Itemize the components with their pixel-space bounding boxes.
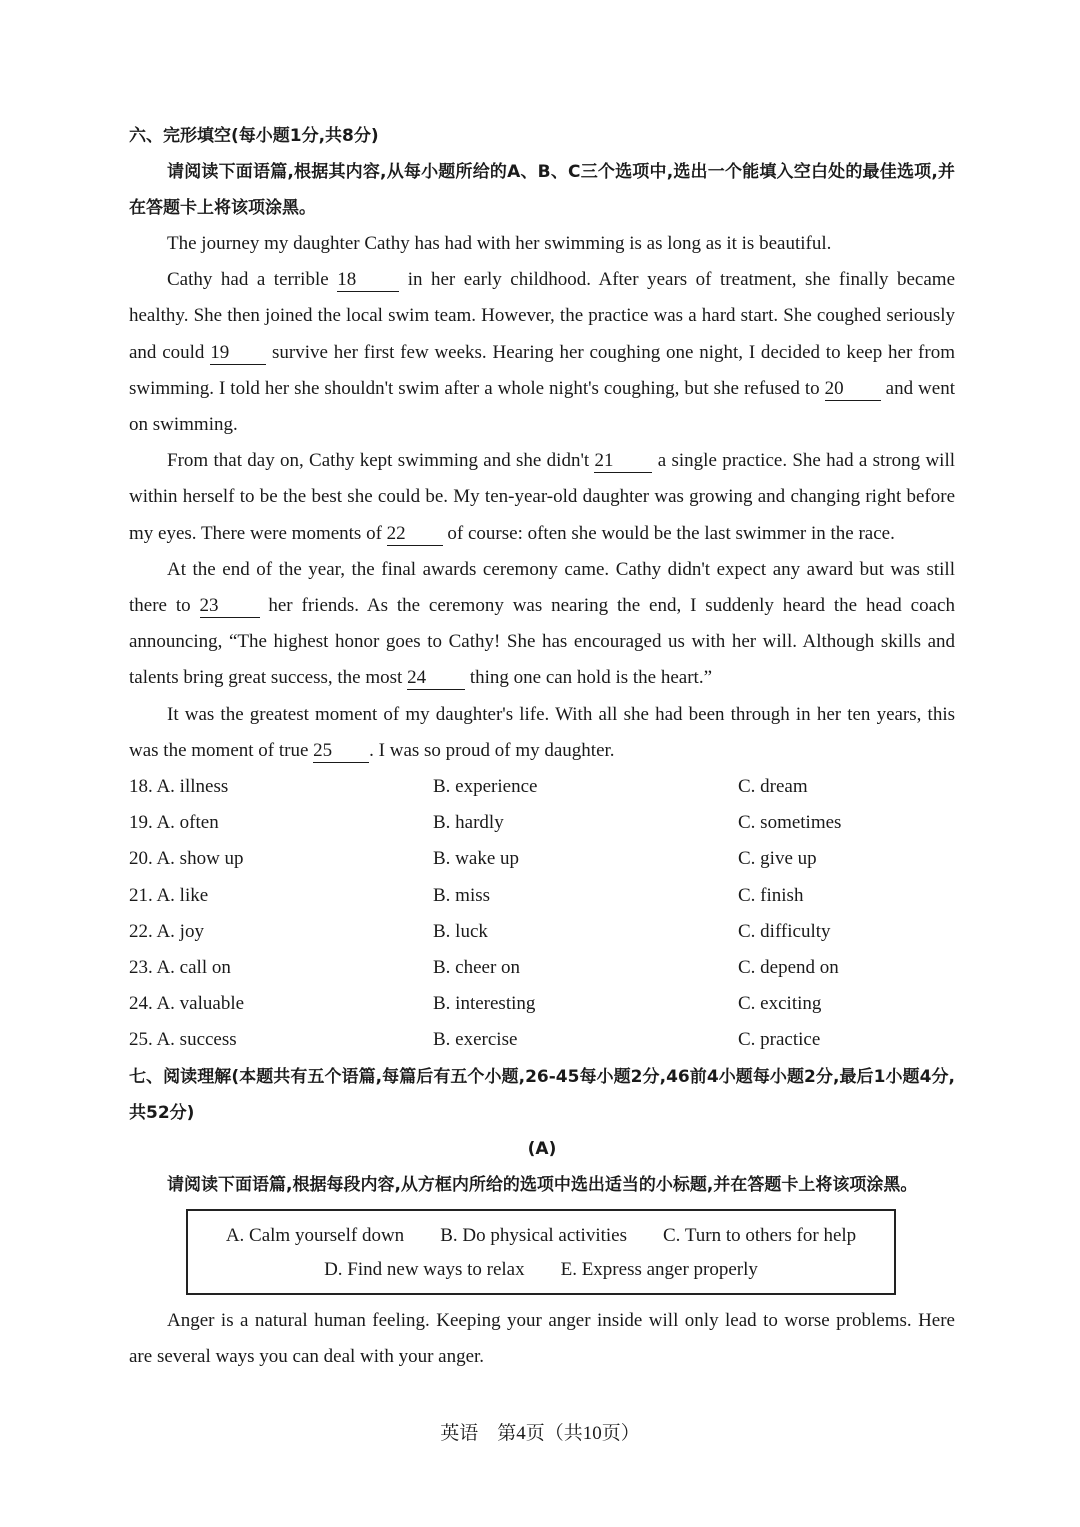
section6-instruction: 请阅读下面语篇,根据其内容,从每小题所给的A、B、C三个选项中,选出一个能填入空白处的最佳选项,并在答题卡上将该项涂黑。	[129, 162, 955, 218]
option-row	[129, 878, 955, 914]
blank-25: 25	[313, 740, 369, 763]
option-b: B. wake up	[433, 848, 520, 870]
option-row	[129, 841, 955, 877]
paragraph-text: her friends. As the ceremony was nearing the end, I suddenly heard the head coach announcing, “The highest honor goes to Cathy! She has encouraged us with her will. Although skills and talents bring great success, the most	[129, 595, 955, 689]
page-footer: 英语 第4页（共10页）	[440, 1423, 640, 1444]
options-list	[129, 769, 955, 1059]
passage-paragraph-2	[129, 262, 955, 443]
option-b: B. hardly	[433, 812, 504, 834]
blank-24: 24	[407, 667, 465, 690]
section7-title: 七、阅读理解(本题共有五个语篇,每篇后有五个小题,26-45每小题2分,46前4小题每小题2分,最后1小题4分,共52分)	[129, 1066, 955, 1123]
paragraph-text: Cathy had a terrible	[167, 269, 338, 291]
option-c: C. depend on	[738, 956, 839, 978]
option-row	[129, 769, 955, 805]
paragraph-text: From that day on, Cathy kept swimming and she didn't	[167, 450, 595, 472]
blank-20: 20	[825, 378, 881, 401]
blank-18: 18	[337, 269, 399, 292]
paragraph-text: a single practice. She had a strong will within herself to be the best she could be. My ten-year-old daughter was growing and changing right before my eyes. There were moments of	[129, 450, 956, 544]
option-c: C. difficulty	[738, 920, 831, 942]
option-a: 18. A. illness	[129, 776, 229, 798]
part-label: (A)	[527, 1138, 557, 1159]
section6-title: 六、完形填空(每小题1分,共8分)	[129, 126, 379, 146]
option-b: B. cheer on	[433, 956, 521, 978]
option-c: C. give up	[738, 848, 817, 870]
option-b: B. luck	[433, 920, 488, 942]
option-row	[129, 914, 955, 950]
option-b: B. interesting	[433, 993, 536, 1015]
paragraph-text: of course: often she would be the last swimmer in the race.	[442, 522, 895, 544]
option-b: B. exercise	[433, 1029, 518, 1051]
blank-21: 21	[594, 450, 652, 473]
option-c: C. exciting	[738, 993, 822, 1015]
option-c: C. dream	[738, 776, 808, 798]
paragraph-text: thing one can hold is the heart.”	[465, 667, 713, 689]
heading-option-e: E. Express anger properly	[560, 1258, 758, 1280]
option-c: C. finish	[738, 884, 804, 906]
option-a: 23. A. call on	[129, 956, 231, 978]
option-b: B. miss	[433, 884, 491, 906]
exam-page	[129, 118, 955, 1375]
option-a: 21. A. like	[129, 884, 209, 906]
passage-paragraph-3	[129, 443, 955, 552]
option-row	[129, 986, 955, 1022]
blank-23: 23	[200, 595, 260, 618]
option-a: 25. A. success	[129, 1029, 237, 1051]
option-a: 22. A. joy	[129, 920, 204, 942]
heading-option-c: C. Turn to others for help	[663, 1224, 857, 1246]
box-row-2	[188, 1253, 894, 1287]
box-row-1	[188, 1219, 894, 1253]
paragraph-text: survive her first few weeks. Hearing her coughing one night, I decided to keep her from swimming. I told her she shouldn't swim after a whole night's coughing, but she refused to	[129, 341, 955, 399]
passage-paragraph-5	[129, 697, 955, 769]
paragraph-text: . I was so proud of my daughter.	[369, 739, 615, 761]
heading-options-box	[186, 1209, 896, 1295]
reading-intro: Anger is a natural human feeling. Keeping your anger inside will only lead to worse problems. Here are several ways you can deal with your anger.	[129, 1309, 955, 1367]
option-row	[129, 950, 955, 986]
heading-option-b: B. Do physical activities	[440, 1224, 627, 1246]
option-row	[129, 1022, 955, 1058]
paragraph-text: in her early childhood. After years of treatment, she finally became healthy. She then joined the local swim team. However, the practice was a hard start. She coughed seriously and could	[129, 269, 956, 363]
section7-instruction: 请阅读下面语篇,根据每段内容,从方框内所给的选项中选出适当的小标题,并在答题卡上将该项涂黑。	[167, 1174, 918, 1195]
blank-22: 22	[387, 523, 443, 546]
paragraph-text: and went on swimming.	[129, 377, 955, 436]
paragraph-text: It was the greatest moment of my daughter's life. With all she had been through in her ten years, this was the moment of true	[129, 703, 955, 761]
paragraph-text: At the end of the year, the final awards ceremony came. Cathy didn't expect any award but was still there to	[129, 558, 955, 617]
option-row	[129, 805, 955, 841]
passage-paragraph-1: The journey my daughter Cathy has had with her swimming is as long as it is beautiful.	[167, 233, 832, 254]
option-a: 20. A. show up	[129, 848, 244, 870]
option-a: 24. A. valuable	[129, 993, 245, 1015]
option-a: 19. A. often	[129, 812, 219, 834]
option-b: B. experience	[433, 776, 538, 798]
passage-paragraph-4	[129, 552, 955, 697]
blank-19: 19	[210, 342, 266, 365]
heading-option-d: D. Find new ways to relax	[324, 1258, 525, 1280]
option-c: C. practice	[738, 1029, 821, 1051]
heading-option-a: A. Calm yourself down	[225, 1224, 405, 1246]
option-c: C. sometimes	[738, 812, 842, 834]
